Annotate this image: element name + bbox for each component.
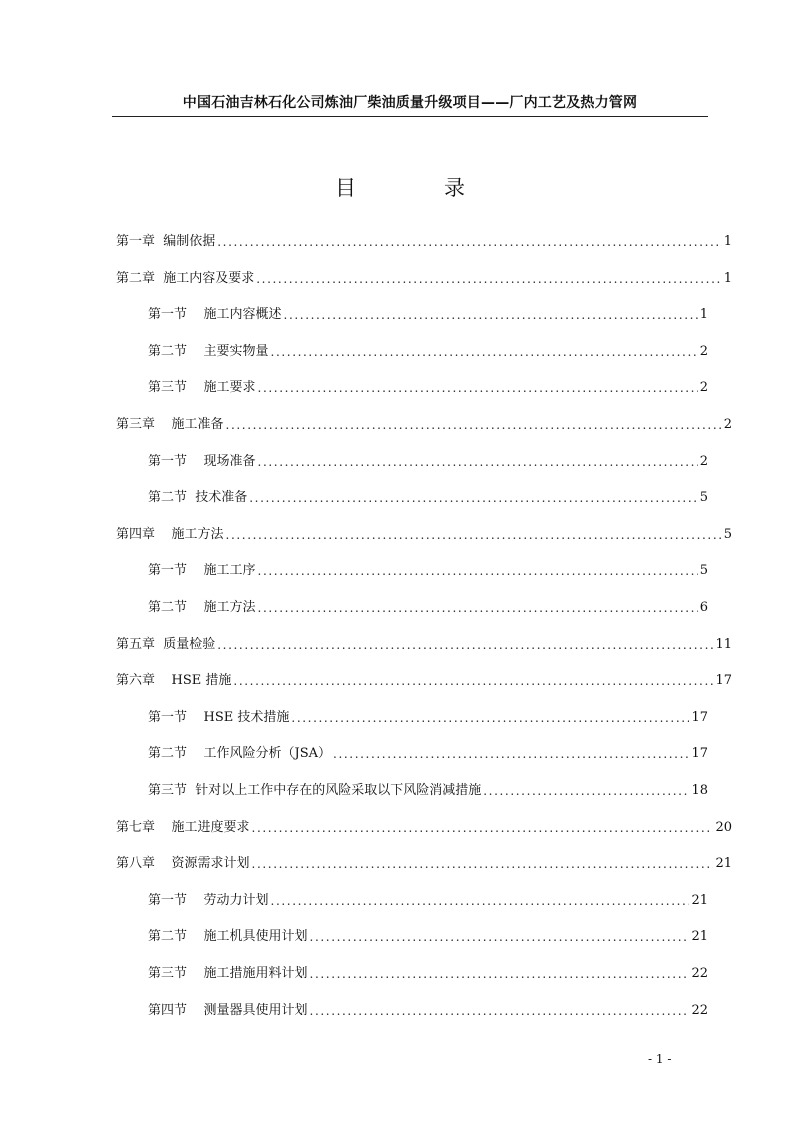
toc-entry-page: 2 [699, 453, 708, 469]
toc-title-char-1: 目 [335, 176, 356, 200]
toc-dot-leader [258, 380, 698, 396]
toc-entry-label: 第二节 主要实物量 [148, 343, 269, 359]
toc-dot-leader [284, 307, 698, 323]
toc-dot-leader [310, 966, 690, 982]
toc-title [0, 172, 800, 202]
toc-entry-label: 第二节 施工机具使用计划 [148, 929, 308, 945]
toc-entry-page: 22 [691, 1002, 708, 1018]
toc-dot-leader [249, 490, 697, 506]
toc-chapter-entry[interactable] [116, 413, 732, 433]
page-number: - 1 - [648, 1052, 672, 1066]
toc-dot-leader [256, 271, 721, 287]
toc-entry-label: 第一节 施工内容概述 [148, 307, 282, 323]
toc-chapter-entry[interactable] [116, 633, 732, 653]
toc-section-entry[interactable] [148, 889, 708, 909]
toc-entry-page: 5 [699, 490, 708, 506]
toc-dot-leader [310, 929, 690, 945]
toc-chapter-entry[interactable] [116, 523, 732, 543]
toc-entry-label: 第四章 施工方法 [116, 526, 224, 542]
toc-entry-page: 2 [723, 417, 732, 432]
toc-dot-leader [310, 1003, 690, 1019]
toc-entry-label: 第八章 资源需求计划 [116, 856, 250, 872]
toc-dot-leader [271, 893, 690, 909]
toc-dot-leader [226, 417, 722, 433]
toc-entry-page: 6 [699, 600, 708, 615]
document-header: 中国石油吉林石化公司炼油厂柴油质量升级项目——厂内工艺及热力管网 [182, 95, 638, 111]
toc-dot-leader [258, 600, 698, 616]
toc-entry-page: 17 [691, 709, 708, 725]
toc-dot-leader [271, 344, 698, 360]
toc-dot-leader [333, 746, 689, 762]
toc-chapter-entry[interactable] [116, 230, 732, 250]
toc-dot-leader [233, 673, 713, 689]
toc-chapter-entry[interactable] [116, 267, 732, 287]
toc-entry-page: 11 [715, 636, 732, 652]
toc-entry-label: 第四节 测量器具使用计划 [148, 1002, 308, 1018]
toc-entry-page: 21 [691, 929, 708, 945]
toc-section-entry[interactable] [148, 303, 708, 323]
toc-section-entry[interactable] [148, 376, 708, 396]
toc-dot-leader [258, 563, 698, 579]
toc-entry-page: 22 [691, 966, 708, 981]
toc-entry-page: 17 [715, 673, 732, 689]
toc-entry-label: 第三节 针对以上工作中存在的风险采取以下风险消减措施 [148, 783, 482, 798]
toc-entry-page: 1 [723, 270, 732, 286]
toc-entry-page: 5 [699, 563, 708, 579]
toc-entry-page: 5 [723, 526, 732, 542]
toc-entry-label: 第二节 工作风险分析（JSA） [148, 746, 332, 762]
toc-dot-leader [217, 234, 721, 250]
toc-dot-leader [291, 710, 689, 726]
toc-dot-leader [252, 856, 714, 872]
toc-entry-label: 第一节 劳动力计划 [148, 892, 269, 908]
toc-section-entry[interactable] [148, 706, 708, 726]
toc-entry-label: 第五章 质量检验 [116, 636, 216, 652]
toc-entry-label: 第一章 编制依据 [116, 234, 216, 249]
toc-dot-leader [258, 454, 698, 470]
toc-entry-page: 2 [699, 343, 708, 359]
toc-dot-leader [252, 820, 714, 836]
toc-entry-label: 第二节 技术准备 [148, 490, 248, 506]
toc-entry-page: 1 [723, 234, 732, 249]
toc-entry-page: 20 [715, 819, 732, 835]
toc-section-entry[interactable] [148, 742, 708, 762]
toc-section-entry[interactable] [148, 999, 708, 1019]
toc-entry-label: 第三节 施工要求 [148, 380, 256, 396]
toc-dot-leader [217, 637, 713, 653]
toc-section-entry[interactable] [148, 486, 708, 506]
toc-entry-page: 17 [691, 746, 708, 762]
toc-entry-label: 第三节 施工措施用料计划 [148, 966, 308, 981]
toc-entry-label: 第七章 施工进度要求 [116, 819, 250, 835]
toc-section-entry[interactable] [148, 962, 708, 982]
toc-section-entry[interactable] [148, 779, 708, 799]
toc-entry-label: 第一节 现场准备 [148, 453, 256, 469]
toc-title-char-2: 录 [444, 176, 465, 200]
toc-chapter-entry[interactable] [116, 669, 732, 689]
toc-section-entry[interactable] [148, 559, 708, 579]
toc-entry-label: 第六章 HSE 措施 [116, 673, 232, 689]
toc-entry-label: 第三章 施工准备 [116, 417, 224, 432]
toc-entry-page: 1 [699, 307, 708, 323]
toc-entry-label: 第一节 施工工序 [148, 563, 256, 579]
toc-entry-page: 21 [715, 856, 732, 872]
toc-section-entry[interactable] [148, 450, 708, 470]
toc-chapter-entry[interactable] [116, 852, 732, 872]
toc-section-entry[interactable] [148, 925, 708, 945]
toc-entry-page: 18 [691, 783, 708, 798]
toc-dot-leader [483, 783, 689, 799]
toc-dot-leader [226, 527, 722, 543]
toc-entry-page: 2 [699, 380, 708, 396]
toc-entry-label: 第二章 施工内容及要求 [116, 270, 255, 286]
toc-entry-page: 21 [691, 892, 708, 908]
toc-section-entry[interactable] [148, 596, 708, 616]
header-rule [112, 116, 708, 117]
toc-section-entry[interactable] [148, 340, 708, 360]
toc-entry-label: 第二节 施工方法 [148, 600, 256, 615]
toc-entry-label: 第一节 HSE 技术措施 [148, 709, 290, 725]
toc-chapter-entry[interactable] [116, 816, 732, 836]
